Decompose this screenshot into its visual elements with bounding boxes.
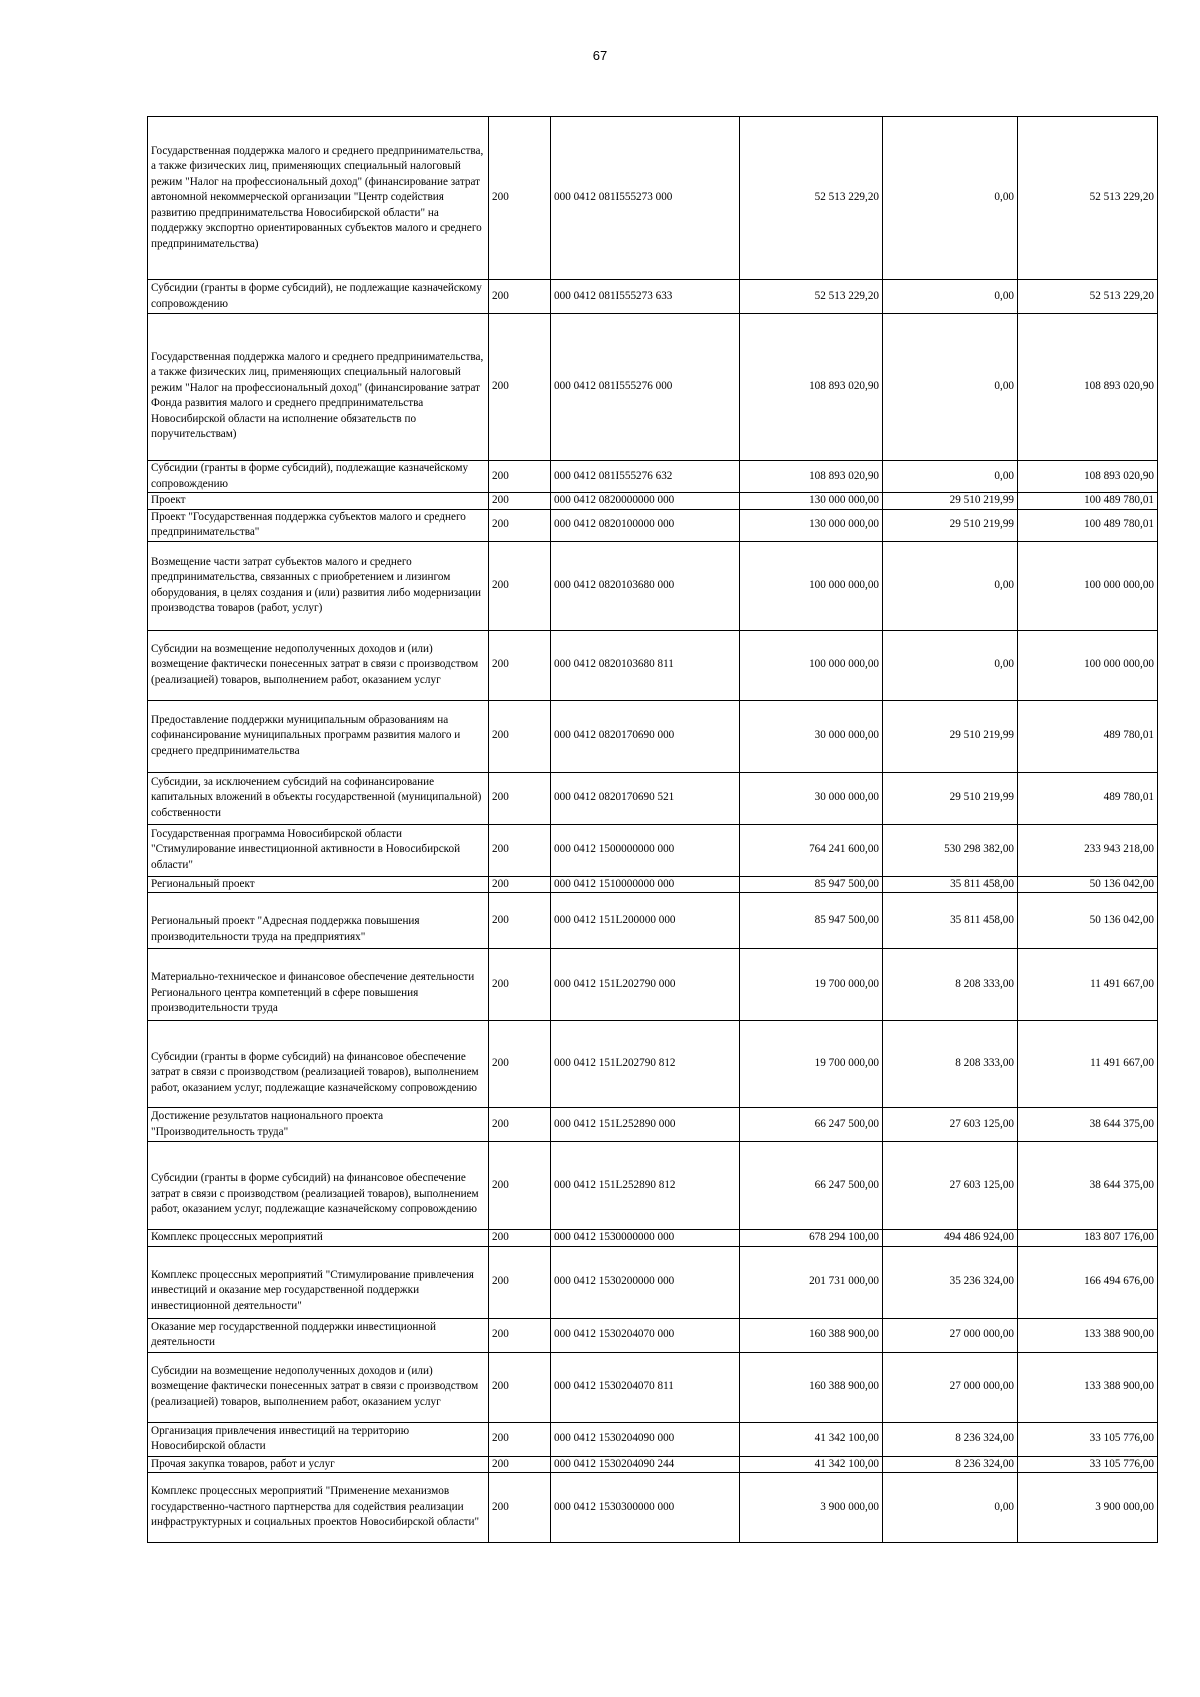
row-plan: 52 513 229,20 — [740, 117, 883, 280]
row-executed: 0,00 — [883, 314, 1018, 461]
row-executed: 0,00 — [883, 630, 1018, 700]
table-row — [148, 461, 1158, 493]
row-remaining: 166 494 676,00 — [1018, 1246, 1158, 1318]
table-row — [148, 893, 1158, 949]
row-code: 200 — [489, 509, 551, 541]
row-classification: 000 0412 0820000000 000 — [551, 493, 740, 510]
row-code: 200 — [489, 1246, 551, 1318]
row-plan: 19 700 000,00 — [740, 1021, 883, 1108]
row-classification: 000 0412 1530204070 811 — [551, 1352, 740, 1422]
row-name: Проект — [148, 493, 489, 510]
row-remaining: 489 780,01 — [1018, 772, 1158, 824]
row-remaining: 11 491 667,00 — [1018, 1021, 1158, 1108]
table-row — [148, 1422, 1158, 1456]
row-classification: 000 0412 081I555273 633 — [551, 280, 740, 314]
table-row — [148, 280, 1158, 314]
row-plan: 52 513 229,20 — [740, 280, 883, 314]
row-plan: 85 947 500,00 — [740, 876, 883, 893]
row-code: 200 — [489, 493, 551, 510]
row-remaining: 33 105 776,00 — [1018, 1456, 1158, 1473]
row-remaining: 108 893 020,90 — [1018, 461, 1158, 493]
row-plan: 108 893 020,90 — [740, 314, 883, 461]
row-remaining: 11 491 667,00 — [1018, 949, 1158, 1021]
row-remaining: 133 388 900,00 — [1018, 1318, 1158, 1352]
row-remaining: 38 644 375,00 — [1018, 1142, 1158, 1230]
row-remaining: 183 807 176,00 — [1018, 1230, 1158, 1247]
row-name: Прочая закупка товаров, работ и услуг — [148, 1456, 489, 1473]
row-executed: 8 208 333,00 — [883, 1021, 1018, 1108]
row-code: 200 — [489, 1318, 551, 1352]
row-remaining: 100 000 000,00 — [1018, 630, 1158, 700]
table-row — [148, 1318, 1158, 1352]
row-name: Комплекс процессных мероприятий "Применение механизмов государственно-частного партнерства для содействия реализации инфраструктурных и социальных проектов Новосибирской области" — [148, 1473, 489, 1543]
row-name: Субсидии на возмещение недополученных доходов и (или) возмещение фактически понесенных затрат в связи с производством (реализацией) товаров, выполнением работ, оказанием услуг — [148, 630, 489, 700]
table-row — [148, 314, 1158, 461]
table-row — [148, 1108, 1158, 1142]
row-code: 200 — [489, 1021, 551, 1108]
row-code: 200 — [489, 893, 551, 949]
row-classification: 000 0412 1530204070 000 — [551, 1318, 740, 1352]
row-executed: 0,00 — [883, 117, 1018, 280]
row-classification: 000 0412 1530204090 000 — [551, 1422, 740, 1456]
row-executed: 29 510 219,99 — [883, 493, 1018, 510]
row-classification: 000 0412 1510000000 000 — [551, 876, 740, 893]
row-remaining: 3 900 000,00 — [1018, 1473, 1158, 1543]
table-row — [148, 876, 1158, 893]
row-name: Государственная поддержка малого и среднего предпринимательства, а также физических лиц, применяющих специальный налоговый режим "Налог на профессиональный доход" (финансирование затрат Фонда развития малого и среднего предпринимательства Новосибирской области на исполнение обязательств по поручительствам) — [148, 314, 489, 461]
table-row — [148, 700, 1158, 772]
row-name: Проект "Государственная поддержка субъектов малого и среднего предпринимательства" — [148, 509, 489, 541]
row-name: Возмещение части затрат субъектов малого и среднего предпринимательства, связанных с приобретением и лизингом оборудования, в целях создания и (или) развития либо модернизации производства товаров (работ, услуг) — [148, 541, 489, 630]
row-plan: 108 893 020,90 — [740, 461, 883, 493]
row-classification: 000 0412 1530204090 244 — [551, 1456, 740, 1473]
row-classification: 000 0412 0820103680 000 — [551, 541, 740, 630]
row-code: 200 — [489, 1473, 551, 1543]
row-code: 200 — [489, 1352, 551, 1422]
table-row — [148, 117, 1158, 280]
row-plan: 201 731 000,00 — [740, 1246, 883, 1318]
table-row — [148, 541, 1158, 630]
row-executed: 494 486 924,00 — [883, 1230, 1018, 1247]
row-plan: 66 247 500,00 — [740, 1142, 883, 1230]
row-name: Оказание мер государственной поддержки инвестиционной деятельности — [148, 1318, 489, 1352]
row-classification: 000 0412 151L252890 812 — [551, 1142, 740, 1230]
row-code: 200 — [489, 117, 551, 280]
row-name: Региональный проект — [148, 876, 489, 893]
row-name: Комплекс процессных мероприятий — [148, 1230, 489, 1247]
row-plan: 130 000 000,00 — [740, 493, 883, 510]
row-classification: 000 0412 151L202790 812 — [551, 1021, 740, 1108]
page-number: 67 — [592, 48, 608, 63]
row-classification: 000 0412 081I555276 632 — [551, 461, 740, 493]
row-name: Организация привлечения инвестиций на территорию Новосибирской области — [148, 1422, 489, 1456]
row-executed: 27 000 000,00 — [883, 1352, 1018, 1422]
table-row — [148, 1246, 1158, 1318]
row-remaining: 100 000 000,00 — [1018, 541, 1158, 630]
row-code: 200 — [489, 1456, 551, 1473]
row-name: Предоставление поддержки муниципальным образованиям на софинансирование муниципальных программ развития малого и среднего предпринимательства — [148, 700, 489, 772]
table-row — [148, 772, 1158, 824]
row-classification: 000 0412 0820100000 000 — [551, 509, 740, 541]
row-name: Государственная поддержка малого и среднего предпринимательства, а также физических лиц, применяющих специальный налоговый режим "Налог на профессиональный доход" (финансирование затрат автономной некоммерческой организации "Центр содействия развитию предпринимательства Новосибирской области" на поддержку экспортно ориентированных субъектов малого и среднего предпринимательства) — [148, 117, 489, 280]
row-code: 200 — [489, 1422, 551, 1456]
row-name: Субсидии (гранты в форме субсидий) на финансовое обеспечение затрат в связи с производством (реализацией товаров), выполнением работ, оказанием услуг, подлежащие казначейскому сопровождению — [148, 1142, 489, 1230]
row-classification: 000 0412 1530300000 000 — [551, 1473, 740, 1543]
row-remaining: 33 105 776,00 — [1018, 1422, 1158, 1456]
row-executed: 27 603 125,00 — [883, 1142, 1018, 1230]
row-code: 200 — [489, 700, 551, 772]
row-classification: 000 0412 081I555273 000 — [551, 117, 740, 280]
row-plan: 130 000 000,00 — [740, 509, 883, 541]
table-row — [148, 949, 1158, 1021]
row-name: Субсидии на возмещение недополученных доходов и (или) возмещение фактически понесенных затрат в связи с производством (реализацией) товаров, выполнением работ, оказанием услуг — [148, 1352, 489, 1422]
row-classification: 000 0412 0820103680 811 — [551, 630, 740, 700]
row-plan: 678 294 100,00 — [740, 1230, 883, 1247]
row-name: Государственная программа Новосибирской области "Стимулирование инвестиционной активности в Новосибирской области" — [148, 824, 489, 876]
row-code: 200 — [489, 876, 551, 893]
row-executed: 8 236 324,00 — [883, 1456, 1018, 1473]
row-classification: 000 0412 0820170690 000 — [551, 700, 740, 772]
row-code: 200 — [489, 1142, 551, 1230]
table-row — [148, 1142, 1158, 1230]
row-code: 200 — [489, 772, 551, 824]
row-plan: 66 247 500,00 — [740, 1108, 883, 1142]
row-classification: 000 0412 151L200000 000 — [551, 893, 740, 949]
row-code: 200 — [489, 461, 551, 493]
table-row — [148, 1230, 1158, 1247]
row-classification: 000 0412 1530000000 000 — [551, 1230, 740, 1247]
row-remaining: 100 489 780,01 — [1018, 493, 1158, 510]
row-name: Региональный проект "Адресная поддержка повышения производительности труда на предприятиях" — [148, 893, 489, 949]
row-name: Комплекс процессных мероприятий "Стимулирование привлечения инвестиций и оказание мер государственной поддержки инвестиционной деятельности" — [148, 1246, 489, 1318]
row-remaining: 52 513 229,20 — [1018, 117, 1158, 280]
row-classification: 000 0412 1500000000 000 — [551, 824, 740, 876]
row-name: Субсидии, за исключением субсидий на софинансирование капитальных вложений в объекты государственной (муниципальной) собственности — [148, 772, 489, 824]
row-executed: 29 510 219,99 — [883, 509, 1018, 541]
row-code: 200 — [489, 314, 551, 461]
row-plan: 41 342 100,00 — [740, 1456, 883, 1473]
row-name: Достижение результатов национального проекта "Производительность труда" — [148, 1108, 489, 1142]
row-plan: 160 388 900,00 — [740, 1318, 883, 1352]
row-plan: 3 900 000,00 — [740, 1473, 883, 1543]
row-name: Субсидии (гранты в форме субсидий), подлежащие казначейскому сопровождению — [148, 461, 489, 493]
row-code: 200 — [489, 824, 551, 876]
table-row — [148, 509, 1158, 541]
row-executed: 8 236 324,00 — [883, 1422, 1018, 1456]
row-executed: 0,00 — [883, 461, 1018, 493]
row-code: 200 — [489, 630, 551, 700]
row-plan: 100 000 000,00 — [740, 541, 883, 630]
row-classification: 000 0412 1530200000 000 — [551, 1246, 740, 1318]
row-code: 200 — [489, 949, 551, 1021]
row-executed: 35 236 324,00 — [883, 1246, 1018, 1318]
row-remaining: 38 644 375,00 — [1018, 1108, 1158, 1142]
row-executed: 29 510 219,99 — [883, 772, 1018, 824]
row-executed: 27 000 000,00 — [883, 1318, 1018, 1352]
row-executed: 27 603 125,00 — [883, 1108, 1018, 1142]
row-remaining: 233 943 218,00 — [1018, 824, 1158, 876]
row-plan: 30 000 000,00 — [740, 700, 883, 772]
budget-execution-table — [147, 116, 1158, 1543]
row-executed: 35 811 458,00 — [883, 876, 1018, 893]
table-row — [148, 1021, 1158, 1108]
row-classification: 000 0412 151L252890 000 — [551, 1108, 740, 1142]
row-executed: 8 208 333,00 — [883, 949, 1018, 1021]
row-remaining: 108 893 020,90 — [1018, 314, 1158, 461]
table-row — [148, 630, 1158, 700]
row-remaining: 133 388 900,00 — [1018, 1352, 1158, 1422]
row-plan: 100 000 000,00 — [740, 630, 883, 700]
row-classification: 000 0412 081I555276 000 — [551, 314, 740, 461]
row-code: 200 — [489, 541, 551, 630]
row-remaining: 489 780,01 — [1018, 700, 1158, 772]
row-plan: 764 241 600,00 — [740, 824, 883, 876]
row-executed: 0,00 — [883, 541, 1018, 630]
row-code: 200 — [489, 280, 551, 314]
row-plan: 160 388 900,00 — [740, 1352, 883, 1422]
table-row — [148, 1456, 1158, 1473]
row-executed: 29 510 219,99 — [883, 700, 1018, 772]
row-classification: 000 0412 151L202790 000 — [551, 949, 740, 1021]
row-remaining: 52 513 229,20 — [1018, 280, 1158, 314]
row-executed: 530 298 382,00 — [883, 824, 1018, 876]
row-plan: 41 342 100,00 — [740, 1422, 883, 1456]
row-plan: 85 947 500,00 — [740, 893, 883, 949]
row-executed: 35 811 458,00 — [883, 893, 1018, 949]
table-row — [148, 1352, 1158, 1422]
row-name: Субсидии (гранты в форме субсидий), не подлежащие казначейскому сопровождению — [148, 280, 489, 314]
row-name: Материально-техническое и финансовое обеспечение деятельности Регионального центра компетенций в сфере повышения производительности труда — [148, 949, 489, 1021]
row-code: 200 — [489, 1230, 551, 1247]
row-remaining: 100 489 780,01 — [1018, 509, 1158, 541]
table-row — [148, 824, 1158, 876]
row-classification: 000 0412 0820170690 521 — [551, 772, 740, 824]
row-executed: 0,00 — [883, 280, 1018, 314]
table-row — [148, 493, 1158, 510]
table-row — [148, 1473, 1158, 1543]
row-executed: 0,00 — [883, 1473, 1018, 1543]
row-remaining: 50 136 042,00 — [1018, 893, 1158, 949]
row-remaining: 50 136 042,00 — [1018, 876, 1158, 893]
row-plan: 19 700 000,00 — [740, 949, 883, 1021]
row-code: 200 — [489, 1108, 551, 1142]
row-plan: 30 000 000,00 — [740, 772, 883, 824]
row-name: Субсидии (гранты в форме субсидий) на финансовое обеспечение затрат в связи с производством (реализацией товаров), выполнением работ, оказанием услуг, подлежащие казначейскому сопровождению — [148, 1021, 489, 1108]
